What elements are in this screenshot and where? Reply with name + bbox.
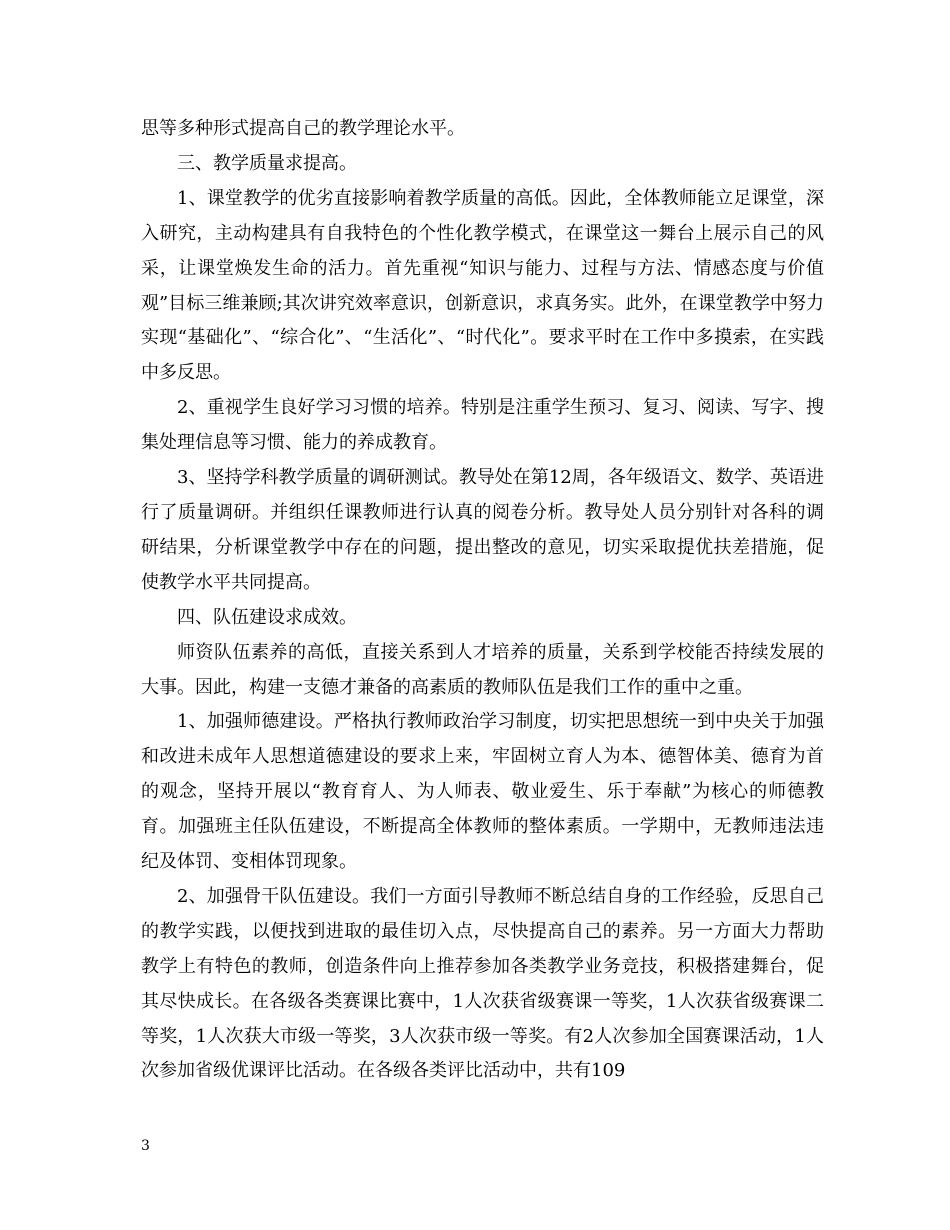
paragraph-continuation: 思等多种形式提高自己的教学理论水平。 [141,118,465,139]
page-number: 3 [141,1138,150,1154]
paragraph-teacher-quality: 师资队伍素养的高低，直接关系到人才培养的质量，关系到学校能否持续发展的大事。因此，构建一支德才兼备的高素质的教师队伍是我们工作的重中之重。 [141,641,824,698]
section-heading-team-building: 四、队伍建设求成效。 [177,606,357,628]
paragraph-quality-testing: 3、坚持学科教学质量的调研测试。教导处在第12周，各年级语文、数学、英语进行了质量调研。并组织任课教师进行认真的阅卷分析。教导处人员分别针对各科的调研结果，分析课堂教学中存在的问题，提出整改的意见，切实采取提优扶差措施，促使教学水平共同提高。 [141,467,824,593]
body-text [141,112,824,1089]
paragraph-study-habits: 2、重视学生良好学习习惯的培养。特别是注重学生预习、复习、阅读、写字、搜集处理信息等习惯、能力的养成教育。 [141,397,824,454]
paragraph-ethics-building: 1、加强师德建设。严格执行教师政治学习制度，切实把思想统一到中央关于加强和改进未成年人思想道德建设的要求上来，牢固树立育人为本、德智体美、德育为首的观念，坚持开展以“教育育人、为人师表、敬业爱生、乐于奉献”为核心的师德教育。加强班主任队伍建设，不断提高全体教师的整体素质。一学期中，无教师违法违纪及体罚、变相体罚现象。 [141,711,824,873]
section-heading-teaching-quality: 三、教学质量求提高。 [177,152,357,174]
paragraph-classroom-teaching: 1、课堂教学的优劣直接影响着教学质量的高低。因此，全体教师能立足课堂，深入研究，主动构建具有自我特色的个性化教学模式，在课堂这一舞台上展示自己的风采，让课堂焕发生命的活力。首先重视“知识与能力、过程与方法、情感态度与价值观”目标三维兼顾;其次讲究效率意识，创新意识，求真务实。此外，在课堂教学中努力实现“基础化”、“综合化”、“生活化”、“时代化”。要求平时在工作中多摸索，在实践中多反思。 [141,187,824,384]
paragraph-backbone-team: 2、加强骨干队伍建设。我们一方面引导教师不断总结自身的工作经验，反思自己的教学实践，以便找到进取的最佳切入点，尽快提高自己的素养。另一方面大力帮助教学上有特色的教师，创造条件向上推荐参加各类教学业务竞技，积极搭建舞台，促其尽快成长。在各级各类赛课比赛中，1人次获省级赛课一等奖，1人次获省级赛课二等奖，1人次获大市级一等奖，3人次获市级一等奖。有2人次参加全国赛课活动，1人次参加省级优课评比活动。在各级各类评比活动中，共有109 [141,885,824,1082]
